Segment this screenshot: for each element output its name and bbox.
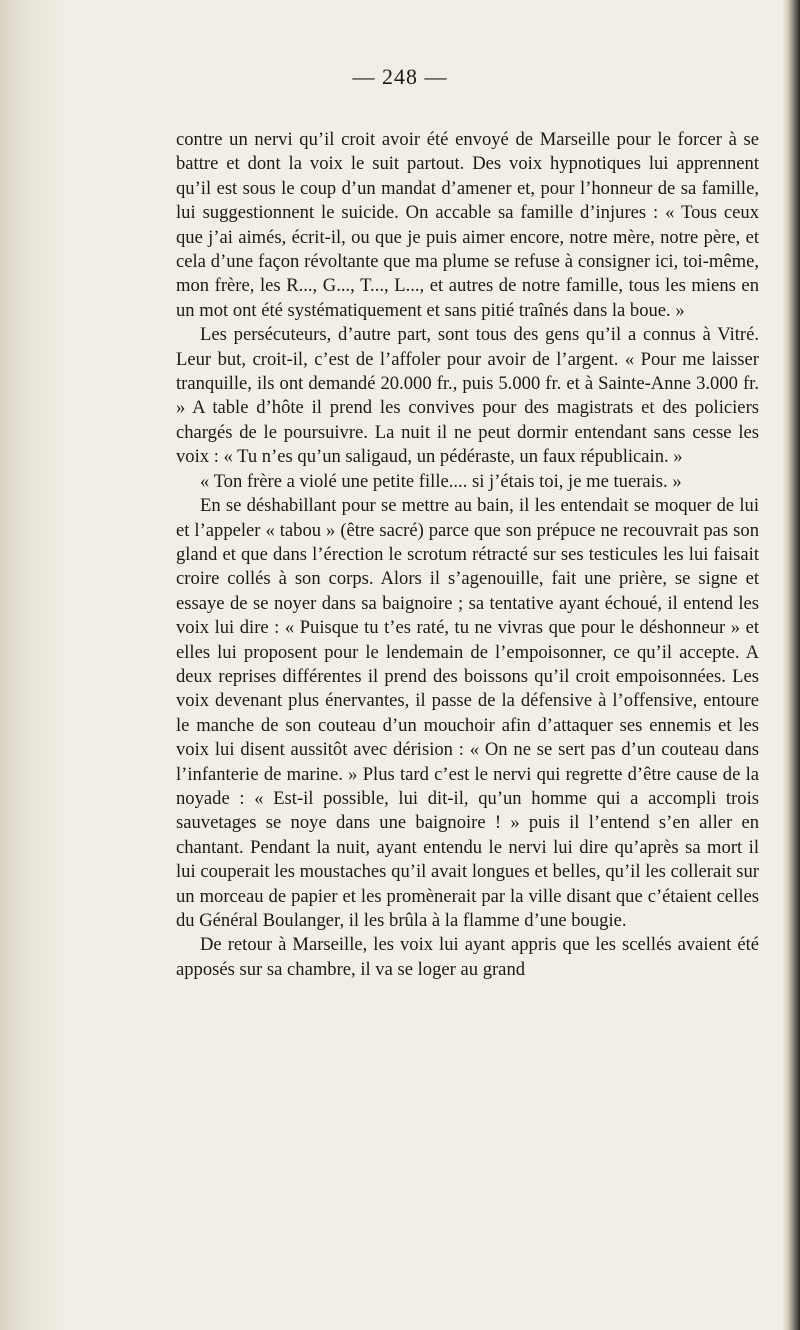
paragraph-3: « Ton frère a violé une petite fille.... si j’étais toi, je me tuerais. » — [200, 470, 682, 492]
page-gutter-shadow — [0, 0, 70, 1330]
page-edge-shadow — [782, 0, 800, 1330]
paragraph-2: Les persécuteurs, d’autre part, sont tous des gens qu’il a connus à Vitré. Leur but, croit-il, c’est de l’affoler pour avoir de l’argent. « Pour me laisser tranquille, ils ont demandé 20.000 fr., puis 5.000 fr. et à Sainte-Anne 3.000 fr. » A table d’hôte il prend les convives pour des magistrats et des policiers chargés de le poursuivre. La nuit il ne peut dormir entendant sans cesse les voix : « Tu n’es qu’un saligaud, un pédéraste, un faux républicain. » — [176, 324, 759, 468]
paragraph-1: contre un nervi qu’il croit avoir été envoyé de Marseille pour le forcer à se battre et dont la voix le suit partout. Des voix hypnotiques lui apprennent qu’il est sous le coup d’un mandat d’amener et, pour l’honneur de sa famille, lui suggestionnent le suicide. On accable sa famille d’injures : « Tous ceux que j’ai aimés, écrit-il, ou que je puis aimer encore, notre mère, notre père, et cela d’une façon révoltante que ma plume se refuse à consigner ici, toi-même, mon frère, les R..., G..., T..., L..., et autres de notre famille, tous les miens en un mot ont été systématiquement et sans pitié traînés dans la boue. » — [176, 129, 759, 321]
paragraph-5: De retour à Marseille, les voix lui ayant appris que les scellés avaient été apposés sur sa chambre, il va se loger au grand — [176, 934, 759, 980]
page-number: — 248 — — [352, 64, 448, 89]
paragraph-4: En se déshabillant pour se mettre au bain, il les entendait se moquer de lui et l’appeler « tabou » (être sacré) parce que son prépuce ne recouvrait pas son gland et que dans l’érection le scrotum rétracté sur ses testicules les lui faisait croire collés à son corps. Alors il s’agenouille, fait une prière, se signe et essaye de se noyer dans sa baignoire ; sa tentative ayant échoué, il entend les voix lui dire : « Puisque tu t’es raté, tu ne vivras que pour le déshonneur » et elles lui proposent pour le lendemain de l’empoisonner, ce qu’il accepte. A deux reprises différentes il prend des boissons qu’il croit empoisonnées. Les voix devenant plus énervantes, il passe de la défensive à l’offensive, entoure le manche de son couteau d’un mouchoir afin d’attaquer ses ennemis et les voix lui disent aussitôt avec dérision : « On ne se sert pas d’un couteau dans l’infanterie de marine. » Plus tard c’est le nervi qui regrette d’être cause de la noyade : « Est-il possible, lui dit-il, qu’un homme qui a accompli trois sauvetages se noye dans une baignoire ! » puis il l’entend s’en aller en chantant. Pendant la nuit, ayant entendu le nervi lui dire qu’après sa mort il lui couperait les moustaches qu’il avait longues et belles, qu’il les collerait sur un morceau de papier et les promènerait par la ville disant que c’étaient celles du Général Boulanger, il les brûla à la flamme d’une bougie. — [176, 495, 759, 931]
page-body — [176, 128, 759, 982]
